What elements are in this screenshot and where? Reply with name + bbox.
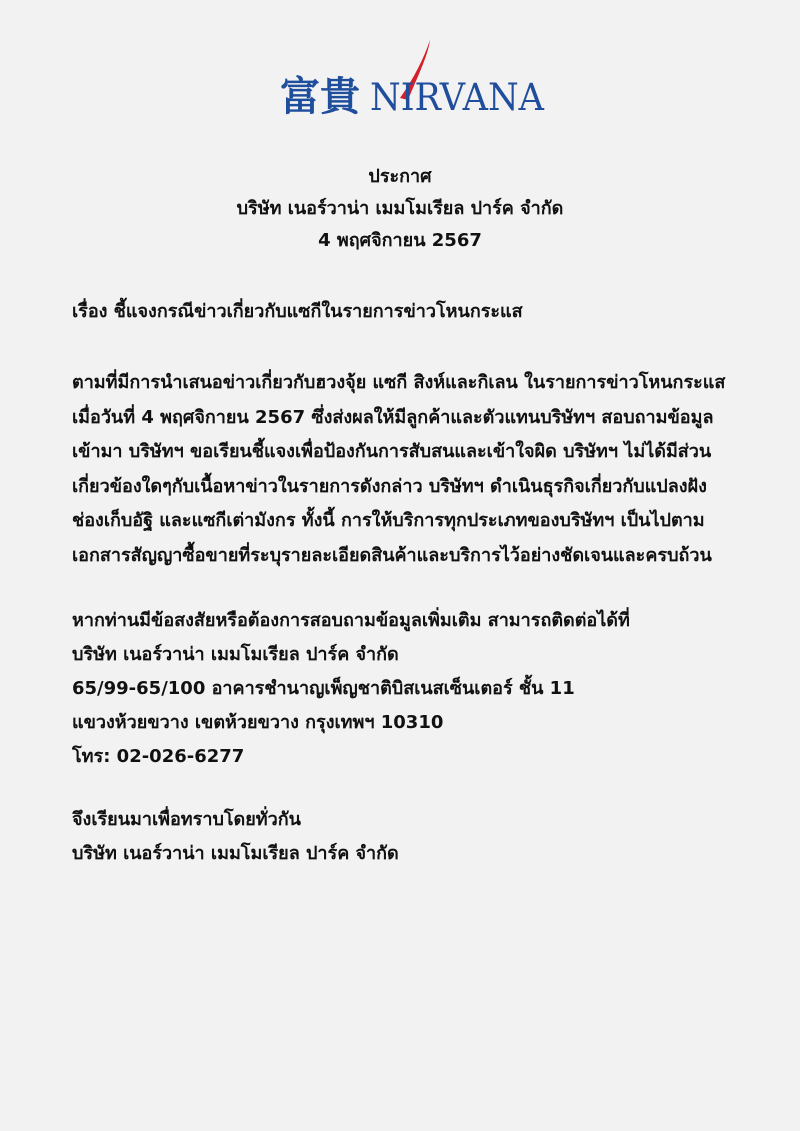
company-logo <box>278 38 546 120</box>
company-name-heading: บริษัท เนอร์วาน่า เมมโมเรียล ปาร์ค จำกัด <box>236 198 564 219</box>
contact-intro: หากท่านมีข้อสงสัยหรือต้องการสอบถามข้อมูลเพิ่มเติม สามารถติดต่อได้ที่ <box>72 610 630 631</box>
closing-line: จึงเรียนมาเพื่อทราบโดยทั่วกัน <box>72 809 301 830</box>
contact-company: บริษัท เนอร์วาน่า เมมโมเรียล ปาร์ค จำกัด <box>72 644 399 665</box>
subject-line: เรื่อง ชี้แจงกรณีข่าวเกี่ยวกับแซกีในรายการข่าวโหนกระแส <box>72 301 523 322</box>
announcement-title: ประกาศ <box>368 166 432 187</box>
announcement-date: 4 พฤศจิกายน 2567 <box>318 230 482 251</box>
body-line: เกี่ยวข้องใดๆกับเนื้อหาข่าวในรายการดังกล่าว บริษัทฯ ดำเนินธุรกิจเกี่ยวกับแปลงฝัง <box>72 475 707 497</box>
body-paragraph <box>72 366 762 573</box>
announcement-header <box>0 161 800 257</box>
contact-block <box>72 604 762 774</box>
closing-block <box>72 803 762 871</box>
contact-address-line: แขวงห้วยขวาง เขตห้วยขวาง กรุงเทพฯ 10310 <box>72 712 444 733</box>
body-line: เข้ามา บริษัทฯ ขอเรียนชี้แจงเพื่อป้องกันการสับสนและเข้าใจผิด บริษัทฯ ไม่ได้มีส่วน <box>72 441 712 462</box>
contact-address-line: 65/99-65/100 อาคารชำนาญเพ็ญชาติบิสเนสเซ็นเตอร์ ชั้น 11 <box>72 678 575 699</box>
closing-signature: บริษัท เนอร์วาน่า เมมโมเรียล ปาร์ค จำกัด <box>72 843 399 864</box>
subject-block <box>72 296 762 328</box>
body-line: ช่องเก็บอัฐิ และแซกีเต่ามังกร ทั้งนี้ การให้บริการทุกประเภทของบริษัทฯ เป็นไปตาม <box>72 510 705 531</box>
body-line: เอกสารสัญญาซื้อขายที่ระบุรายละเอียดสินค้าและบริการไว้อย่างชัดเจนและครบถ้วน <box>72 544 712 566</box>
logo-chinese-text: 富貴 <box>280 74 360 120</box>
body-line: ตามที่มีการนำเสนอข่าวเกี่ยวกับฮวงจุ้ย แซกี สิงห์และกิเลน ในรายการข่าวโหนกระแส <box>72 372 726 393</box>
logo-brand-text: NIRVANA <box>370 76 546 119</box>
body-line: เมื่อวันที่ 4 พฤศจิกายน 2567 ซึ่งส่งผลให้มีลูกค้าและตัวแทนบริษัทฯ สอบถามข้อมูล <box>72 406 714 428</box>
contact-phone: โทร: 02-026-6277 <box>72 746 245 767</box>
